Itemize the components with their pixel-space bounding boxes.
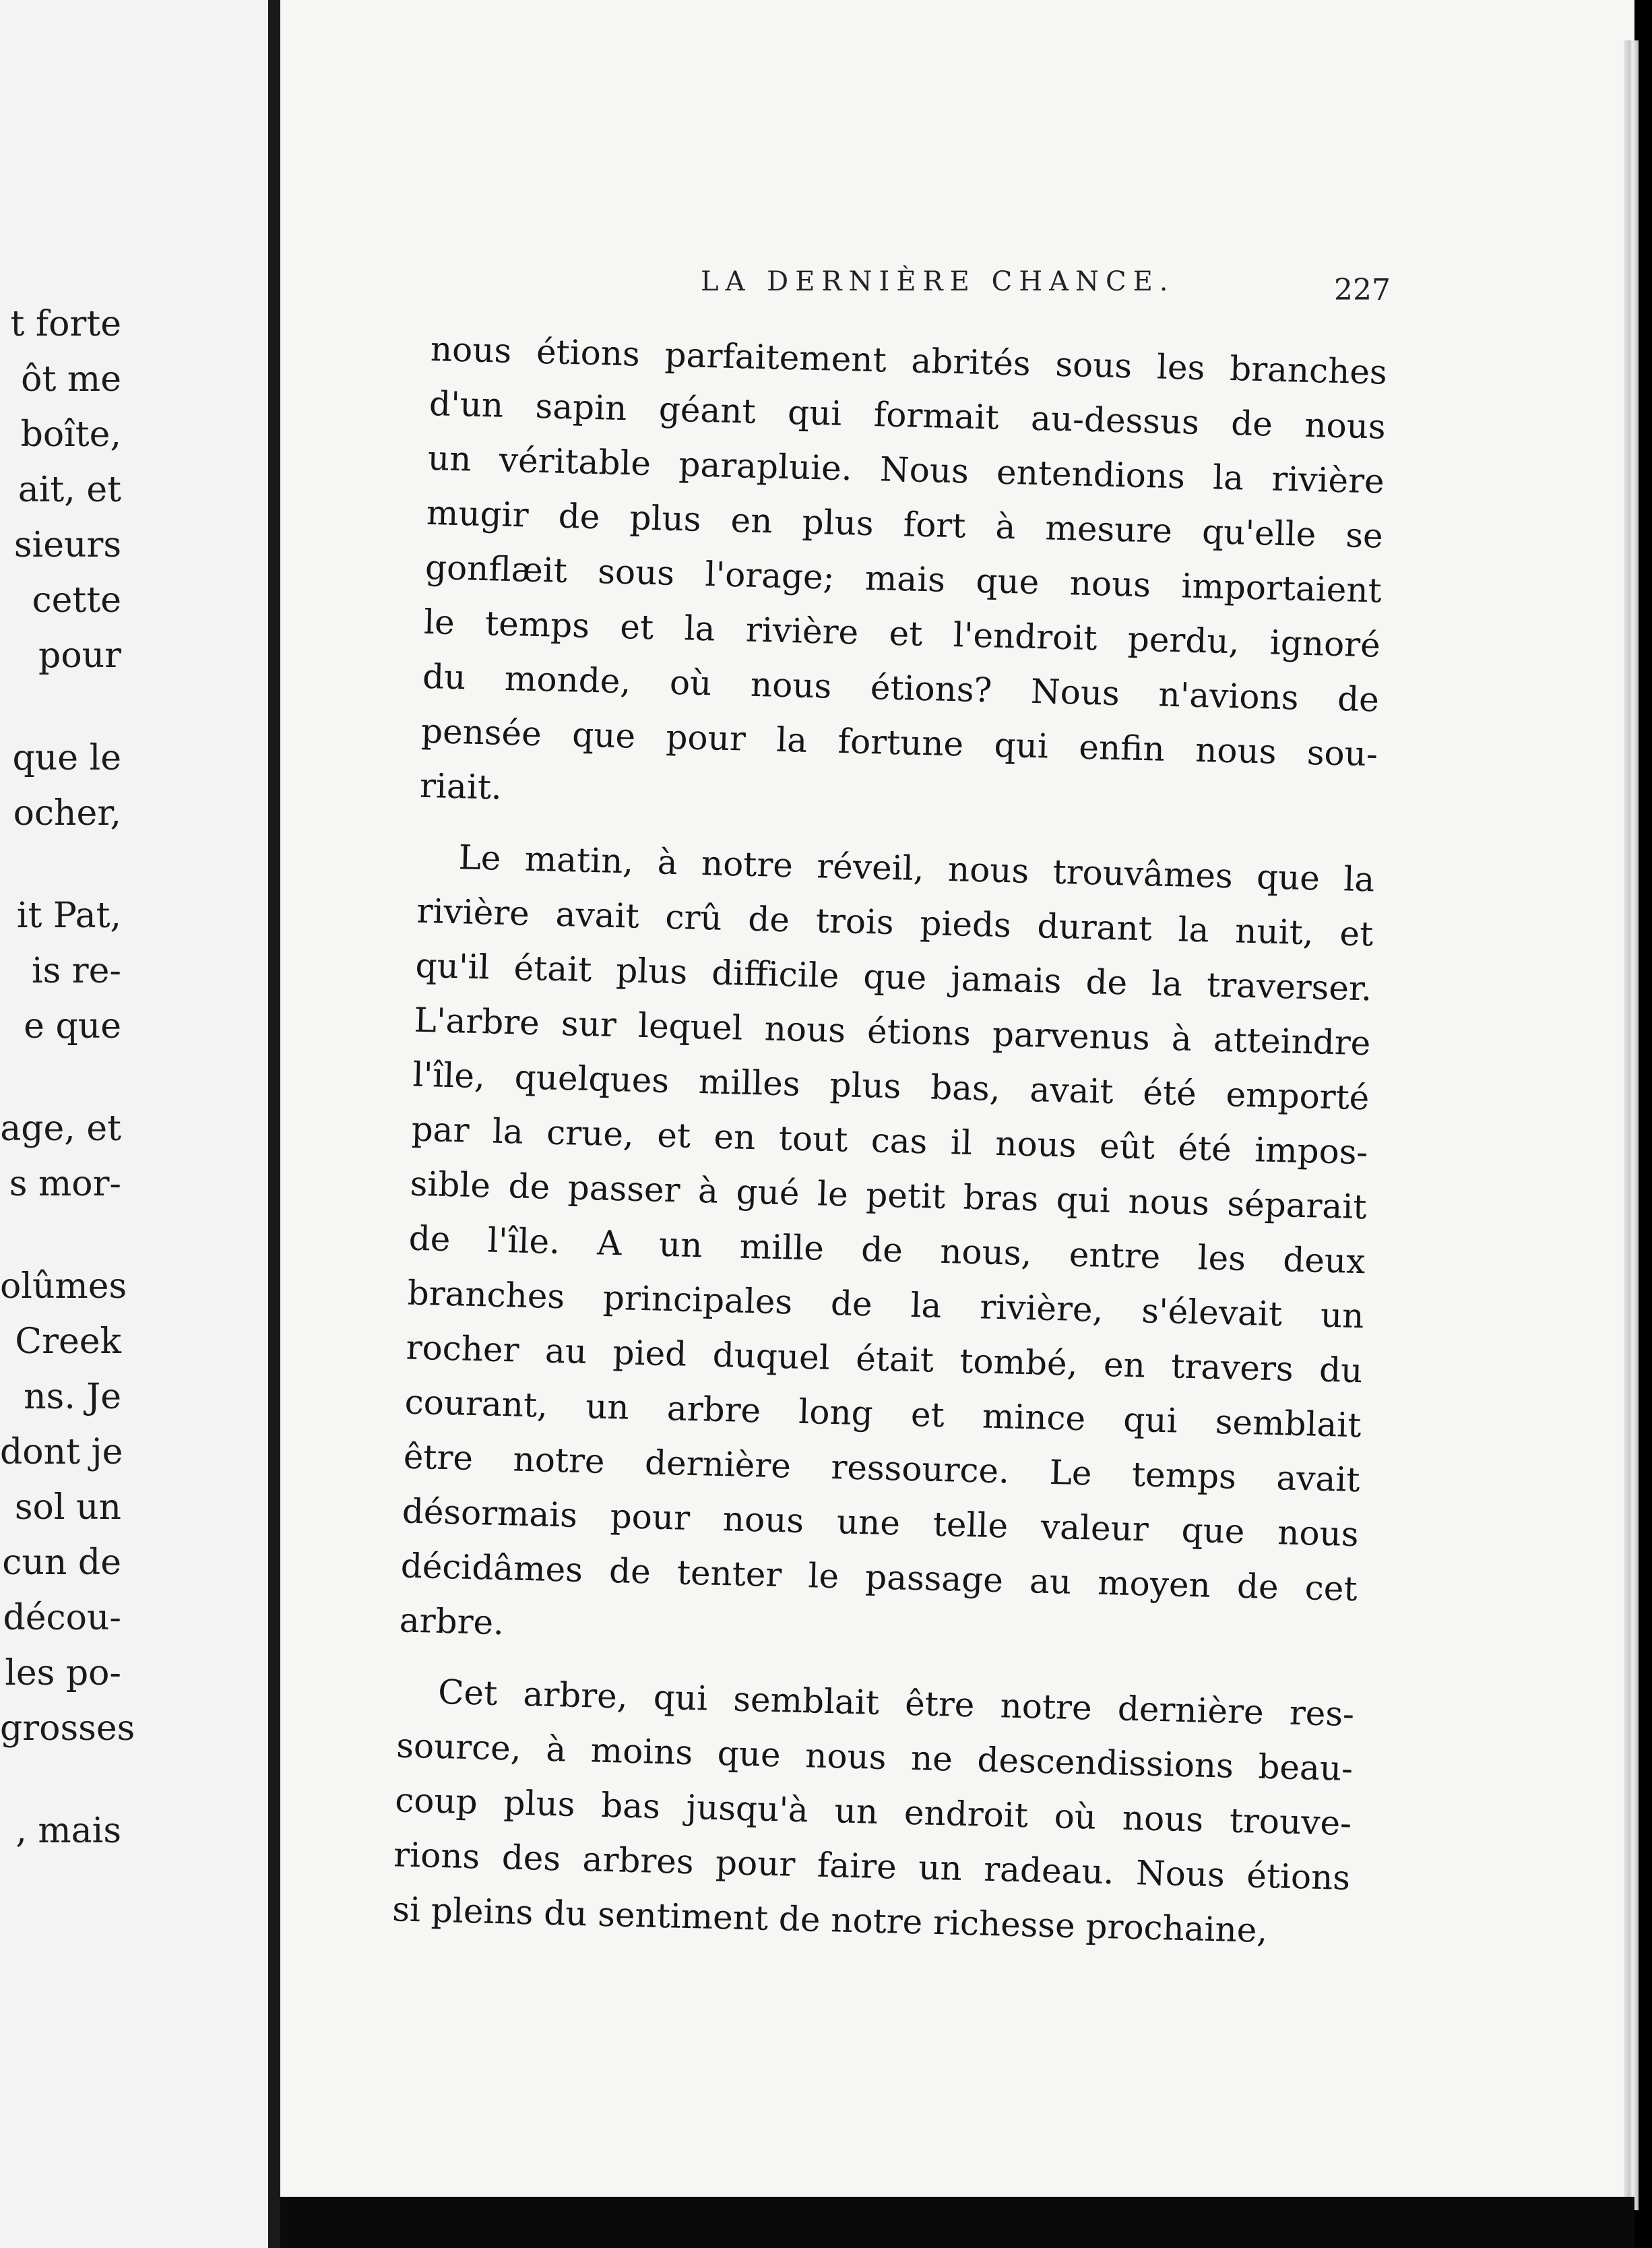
left-page-line: , mais — [15, 1811, 121, 1851]
left-page-line: cun de — [2, 1542, 121, 1583]
left-page-line — [0, 841, 121, 888]
text-line: Cet arbre, qui semblait être notre dernière res- — [437, 1672, 1355, 1735]
text-line: nous étions parfaitement abrités sous les branches — [430, 329, 1388, 392]
text-line: du monde, où nous étions? Nous n'avions de — [422, 656, 1380, 720]
left-page-line: pour — [38, 635, 121, 676]
left-page-line: ns. Je — [24, 1377, 121, 1417]
text-line: Le matin, à notre réveil, nous trouvâmes que la — [457, 838, 1375, 900]
left-page-line: it Pat, — [16, 896, 121, 936]
text-line: riait. — [419, 766, 503, 807]
left-page-line: ocher, — [13, 793, 121, 834]
text-line: branches principales de la rivière, s'élevait un — [407, 1273, 1365, 1336]
left-page-line — [0, 1212, 121, 1259]
text-line: décidâmes de tenter le passage au moyen de cet — [400, 1546, 1358, 1609]
left-page-line: les po- — [5, 1653, 121, 1693]
paragraph — [399, 830, 1375, 1671]
text-line: mugir de plus en plus fort à mesure qu'elle se — [426, 493, 1384, 556]
left-page-line: olûmes — [0, 1266, 127, 1307]
left-page-line: décou- — [3, 1598, 121, 1638]
left-page-line — [0, 683, 121, 730]
left-page-line: ait, et — [18, 470, 121, 510]
left-page-line: e que — [24, 1006, 121, 1047]
left-page-line: boîte, — [20, 414, 121, 455]
text-line: rions des arbres pour faire un radeau. Nous étions — [393, 1835, 1351, 1898]
text-line: désormais pour nous une telle valeur que nous — [402, 1491, 1360, 1555]
left-page-line: t forte — [10, 304, 121, 344]
text-line: coup plus bas jusqu'à un endroit où nous trouve- — [394, 1780, 1352, 1844]
left-page-line: is re- — [31, 951, 121, 991]
left-page-text-fragments — [0, 296, 135, 1859]
text-line: source, à moins que nous ne descendissions beau- — [395, 1726, 1354, 1789]
left-page-line: ôt me — [21, 359, 121, 400]
text-line: rocher au pied duquel était tombé, en travers du — [406, 1328, 1364, 1391]
text-line: arbre. — [399, 1600, 505, 1643]
left-page-line: cette — [32, 580, 121, 621]
text-line: rivière avait crû de trois pieds durant la nuit, et — [416, 891, 1374, 954]
text-line: un véritable parapluie. Nous entendions la rivière — [427, 438, 1385, 501]
left-page-line — [0, 1756, 121, 1803]
paragraph — [391, 1664, 1354, 1960]
paragraph — [419, 322, 1387, 836]
text-line: L'arbre sur lequel nous étions parvenus à atteindre — [413, 1000, 1371, 1063]
text-line: de l'île. A un mille de nous, entre les deux — [408, 1218, 1366, 1282]
running-title: LA DERNIÈRE CHANCE. — [701, 266, 1175, 297]
left-page-line: sol un — [14, 1487, 121, 1528]
text-line: si pleins du sentiment de notre richesse prochaine, — [391, 1890, 1268, 1951]
text-line: d'un sapin géant qui formait au-dessus de nous — [428, 383, 1387, 447]
left-page-line: que le — [12, 738, 121, 778]
text-line: par la crue, et en tout cas il nous eût été impos- — [411, 1109, 1369, 1173]
text-line: pensée que pour la fortune qui enfin nous sou- — [420, 711, 1378, 774]
left-page-line: sieurs — [13, 525, 121, 565]
text-line: l'île, quelques milles plus bas, avait été emporté — [412, 1055, 1370, 1118]
left-page-line: grosses — [0, 1708, 135, 1749]
text-line: sible de passer à gué le petit bras qui nous séparait — [410, 1164, 1368, 1227]
text-line: gonflæit sous l'orage; mais que nous importaient — [424, 547, 1383, 611]
left-page-line: Creek — [15, 1321, 121, 1362]
page-body-text — [391, 322, 1387, 1960]
right-page — [280, 0, 1634, 2197]
text-line: qu'il était plus difficile que jamais de la traverser. — [414, 945, 1372, 1009]
left-page-line — [0, 1054, 121, 1101]
page-number: 227 — [1334, 273, 1391, 307]
text-line: courant, un arbre long et mince qui semblait — [404, 1382, 1362, 1445]
text-line: être notre dernière ressource. Le temps avait — [403, 1437, 1361, 1500]
left-page — [0, 0, 268, 2248]
text-line: le temps et la rivière et l'endroit perdu, ignoré — [423, 602, 1381, 665]
book-gutter — [268, 0, 280, 2248]
left-page-line: age, et — [0, 1109, 121, 1149]
left-page-line: dont je — [0, 1432, 123, 1472]
left-page-line: s mor- — [9, 1164, 121, 1204]
page-edge-stack — [1624, 40, 1639, 2210]
scan-bottom-border — [280, 2197, 1634, 2248]
